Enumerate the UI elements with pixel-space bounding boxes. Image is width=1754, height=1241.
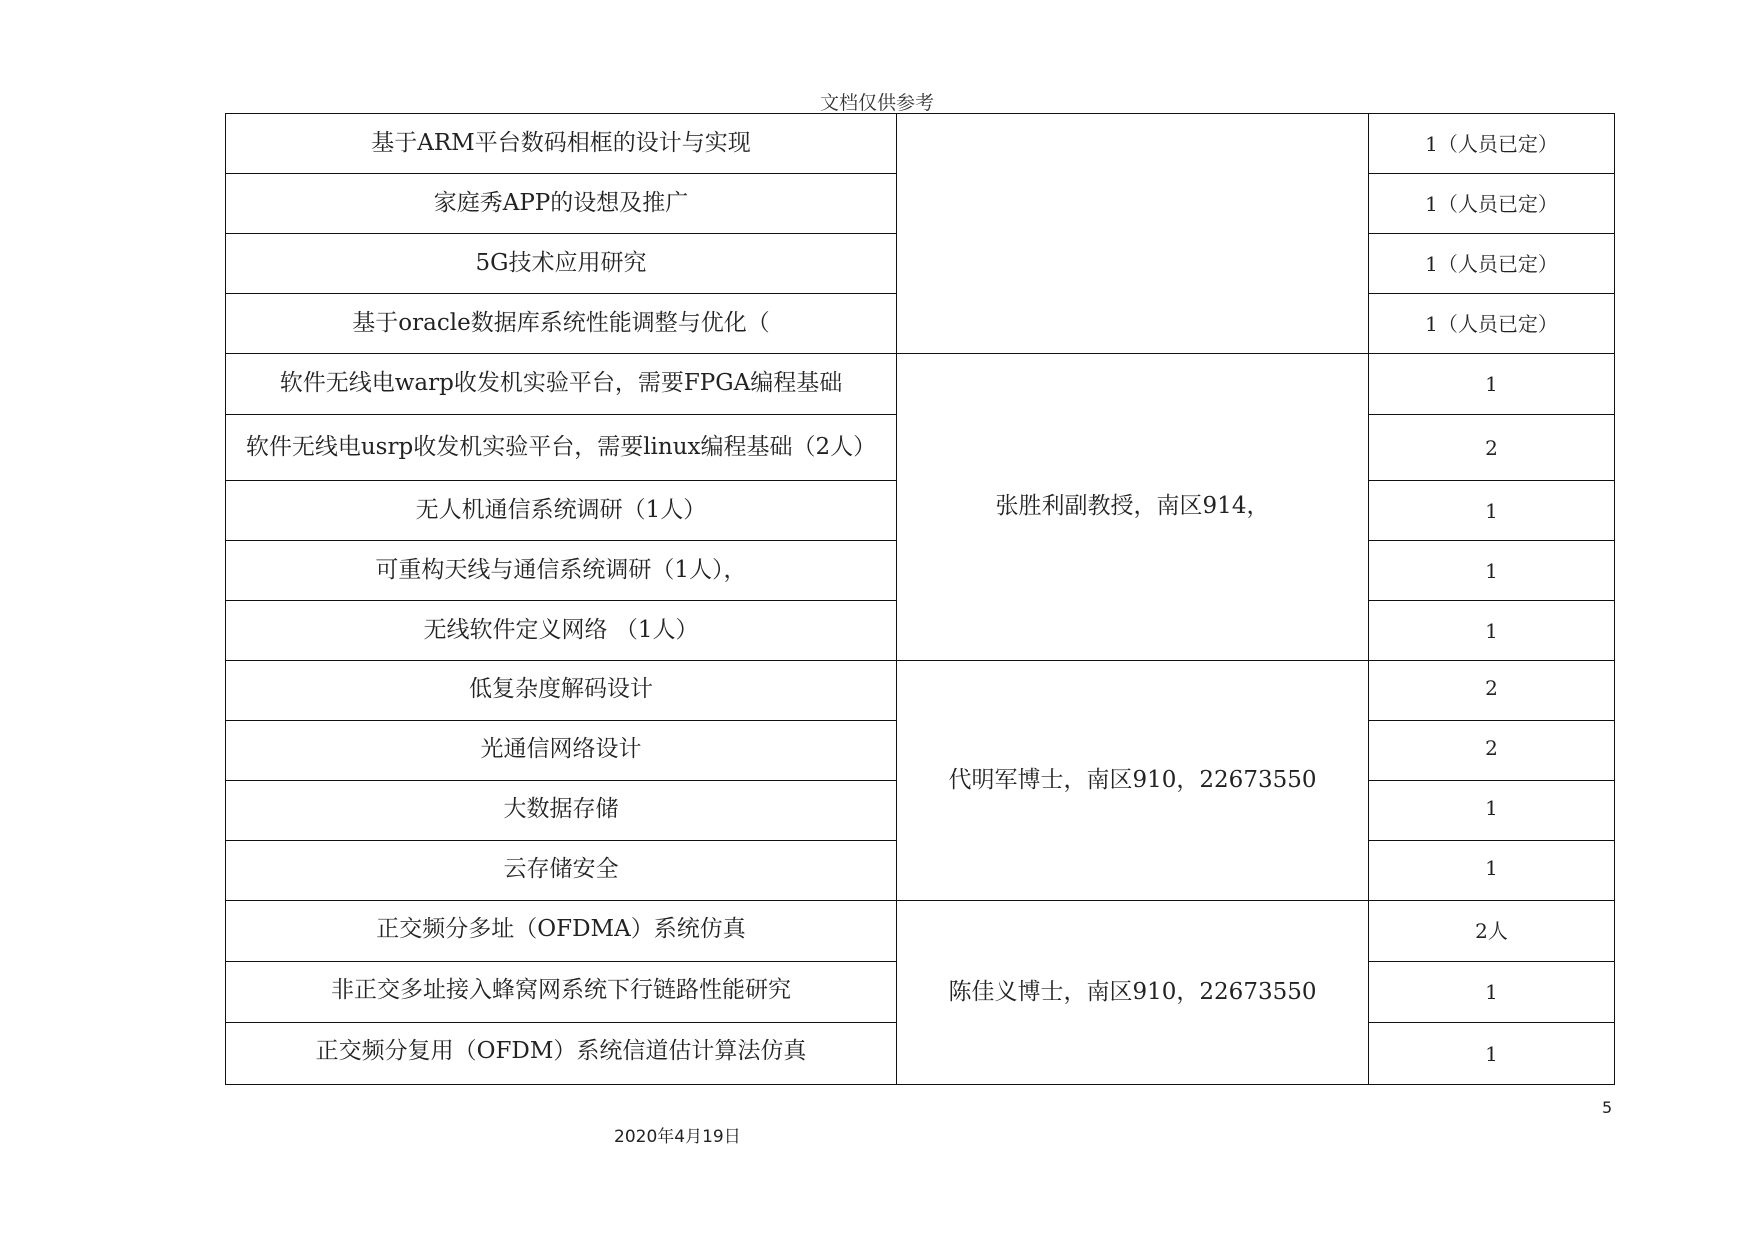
count-cell: 1（人员已定） <box>1369 174 1615 234</box>
topic-cell: 基于ARM平台数码相框的设计与实现 <box>226 114 897 174</box>
count-cell: 1 <box>1369 781 1615 841</box>
footer-date: 2020年4月19日 <box>614 1127 741 1147</box>
supervisor-cell: 代明军博士，南区910，22673550 <box>897 661 1369 901</box>
topic-cell: 基于oracle数据库系统性能调整与优化（ <box>226 294 897 354</box>
supervisor-cell <box>897 114 1369 354</box>
supervisor-cell: 陈佳义博士，南区910，22673550 <box>897 901 1369 1085</box>
count-cell: 1 <box>1369 962 1615 1023</box>
count-cell: 1 <box>1369 841 1615 901</box>
count-cell: 2人 <box>1369 901 1615 962</box>
topic-cell: 软件无线电usrp收发机实验平台，需要linux编程基础（2人） <box>226 415 897 481</box>
topic-cell: 5G技术应用研究 <box>226 234 897 294</box>
count-cell: 1 <box>1369 481 1615 541</box>
page-number: 5 <box>1602 1098 1613 1117</box>
table-row <box>226 661 1615 721</box>
topic-cell: 软件无线电warp收发机实验平台，需要FPGA编程基础 <box>226 354 897 415</box>
topic-cell: 无线软件定义网络 （1人） <box>226 601 897 661</box>
count-cell: 1（人员已定） <box>1369 294 1615 354</box>
topic-cell: 正交频分复用（OFDM）系统信道估计算法仿真 <box>226 1023 897 1085</box>
topic-cell: 大数据存储 <box>226 781 897 841</box>
topics-table <box>225 113 1615 1085</box>
topic-cell: 光通信网络设计 <box>226 721 897 781</box>
topic-cell: 可重构天线与通信系统调研（1人）， <box>226 541 897 601</box>
table-row <box>226 901 1615 962</box>
topic-cell: 非正交多址接入蜂窝网系统下行链路性能研究 <box>226 962 897 1023</box>
topic-cell: 无人机通信系统调研（1人） <box>226 481 897 541</box>
count-cell: 2 <box>1369 721 1615 781</box>
topic-cell: 云存储安全 <box>226 841 897 901</box>
count-cell: 1 <box>1369 541 1615 601</box>
count-cell: 1 <box>1369 354 1615 415</box>
topic-cell: 低复杂度解码设计 <box>226 661 897 721</box>
topic-cell: 家庭秀APP的设想及推广 <box>226 174 897 234</box>
count-cell: 2 <box>1369 661 1615 721</box>
table-row <box>226 114 1615 174</box>
count-cell: 1（人员已定） <box>1369 114 1615 174</box>
topic-cell: 正交频分多址（OFDMA）系统仿真 <box>226 901 897 962</box>
page-header: 文档仅供参考 <box>819 92 934 114</box>
supervisor-cell: 张胜利副教授，南区914， <box>897 354 1369 661</box>
count-cell: 2 <box>1369 415 1615 481</box>
count-cell: 1（人员已定） <box>1369 234 1615 294</box>
count-cell: 1 <box>1369 1023 1615 1085</box>
count-cell: 1 <box>1369 601 1615 661</box>
table-row <box>226 354 1615 415</box>
